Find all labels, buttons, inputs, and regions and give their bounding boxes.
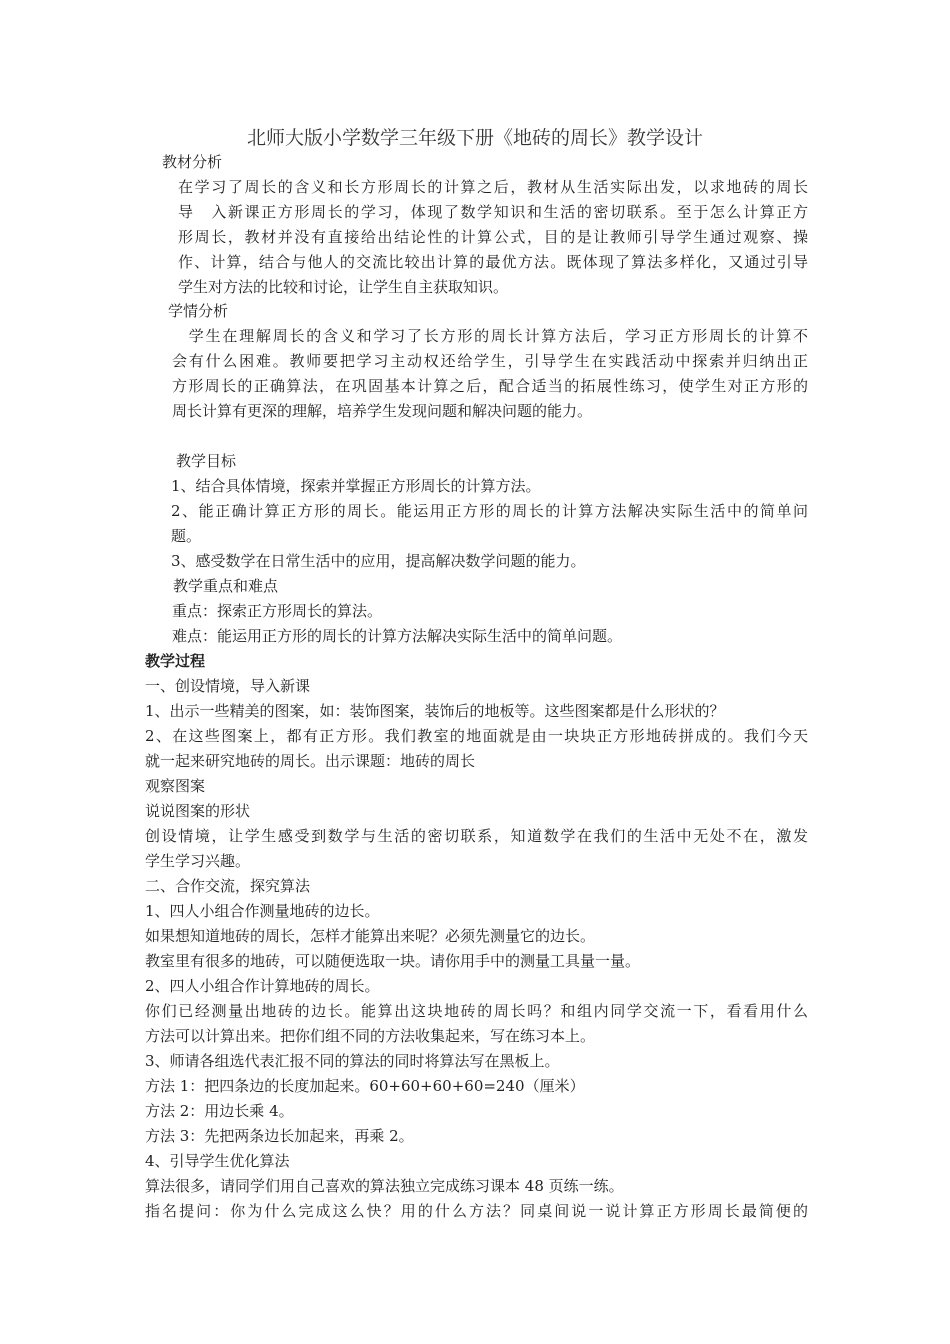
process-line: 方法可以计算出来。把你们组不同的方法收集起来，写在练习本上。 [145, 1027, 596, 1045]
student-heading: 学情分析 [168, 302, 229, 320]
process-line: 2、在这些图案上，都有正方形。我们教室的地面就是由一块块正方形地砖拼成的。我们今天 [145, 727, 808, 745]
process-line: 方法 3：先把两条边长加起来，再乘 2。 [145, 1127, 414, 1145]
process-line: 4、引导学生优化算法 [145, 1152, 290, 1170]
process-line: 如果想知道地砖的周长，怎样才能算出来呢？必须先测量它的边长。 [145, 927, 596, 945]
process-line: 1、出示一些精美的图案，如：装饰图案，装饰后的地板等。这些图案都是什么形状的？ [145, 702, 725, 720]
keypoint-difficulty: 难点：能运用正方形的周长的计算方法解决实际生活中的简单问题。 [172, 627, 623, 645]
student-line: 周长计算有更深的理解，培养学生发现问题和解决问题的能力。 [172, 402, 593, 420]
student-line: 会有什么困难。教师要把学习主动权还给学生，引导学生在实践活动中探索并归纳出正 [172, 352, 808, 370]
process-line: 学生学习兴趣。 [145, 852, 251, 870]
goals-heading: 教学目标 [176, 452, 237, 470]
process-line: 指名提问：你为什么完成这么快？用的什么方法？同桌间说一说计算正方形周长最简便的 [145, 1202, 808, 1220]
process-line: 3、师请各组选代表汇报不同的算法的同时将算法写在黑板上。 [145, 1052, 560, 1070]
keypoints-heading: 教学重点和难点 [173, 577, 279, 595]
material-line: 形周长，教材并没有直接给出结论性的计算公式，目的是让教师引导学生通过观察、操 [178, 228, 808, 246]
process-line: 1、四人小组合作测量地砖的边长。 [145, 902, 380, 920]
process-line: 观察图案 [145, 777, 206, 795]
goal-item: 题。 [171, 527, 202, 545]
student-line: 方形周长的正确算法，在巩固基本计算之后，配合适当的拓展性练习，使学生对正方形的 [172, 377, 808, 395]
goal-item: 2、能正确计算正方形的周长。能运用正方形的周长的计算方法解决实际生活中的简单问 [171, 502, 808, 520]
student-line: 学生在理解周长的含义和学习了长方形的周长计算方法后，学习正方形周长的计算不 [172, 327, 808, 345]
keypoint-focus: 重点：探索正方形周长的算法。 [172, 602, 383, 620]
process-line: 二、合作交流，探究算法 [145, 877, 311, 895]
process-line: 方法 2：用边长乘 4。 [145, 1102, 294, 1120]
goal-item: 3、感受数学在日常生活中的应用，提高解决数学问题的能力。 [171, 552, 586, 570]
process-line: 创设情境，让学生感受到数学与生活的密切联系，知道数学在我们的生活中无处不在，激发 [145, 827, 808, 845]
process-line: 你们已经测量出地砖的边长。能算出这块地砖的周长吗？和组内同学交流一下，看看用什么 [145, 1002, 808, 1020]
material-line: 作、计算，结合与他人的交流比较出计算的最优方法。既体现了算法多样化，又通过引导 [178, 253, 808, 271]
process-line: 算法很多，请同学们用自己喜欢的算法独立完成练习课本 48 页练一练。 [145, 1177, 624, 1195]
process-line: 教室里有很多的地砖，可以随便选取一块。请你用手中的测量工具量一量。 [145, 952, 641, 970]
process-line: 说说图案的形状 [145, 802, 251, 820]
process-line: 2、四人小组合作计算地砖的周长。 [145, 977, 380, 995]
goal-item: 1、结合具体情境，探索并掌握正方形周长的计算方法。 [171, 477, 541, 495]
process-line: 一、创设情境，导入新课 [145, 677, 311, 695]
process-line: 方法 1：把四条边的长度加起来。60+60+60+60=240（厘米） [145, 1077, 585, 1095]
document-title: 北师大版小学数学三年级下册《地砖的周长》教学设计 [246, 127, 703, 149]
material-line: 导 入新课正方形周长的学习，体现了数学知识和生活的密切联系。至于怎么计算正方 [178, 203, 808, 221]
material-heading: 教材分析 [162, 153, 223, 171]
process-line: 就一起来研究地砖的周长。出示课题：地砖的周长 [145, 752, 476, 770]
material-line: 在学习了周长的含义和长方形周长的计算之后，教材从生活实际出发，以求地砖的周长 [178, 178, 808, 196]
material-line: 学生对方法的比较和讨论，让学生自主获取知识。 [178, 278, 509, 296]
process-heading: 教学过程 [145, 652, 206, 670]
